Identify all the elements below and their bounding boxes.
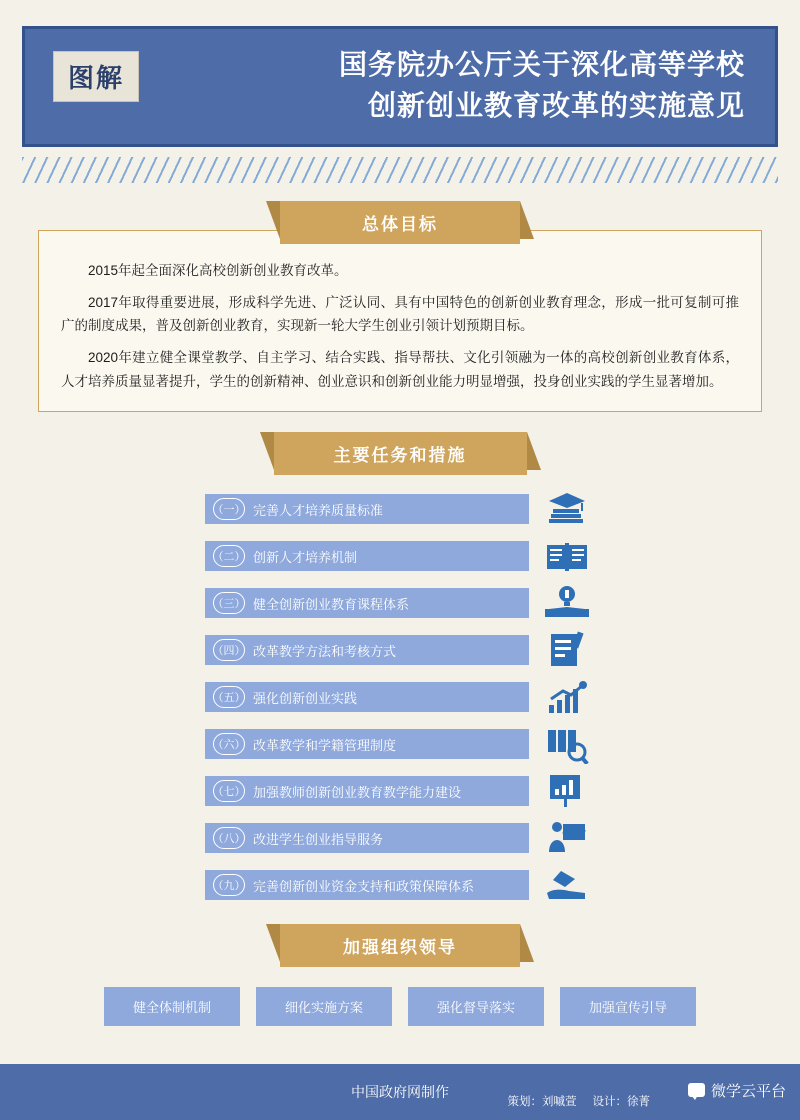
- task-number: （一）: [213, 498, 245, 520]
- task-number: （六）: [213, 733, 245, 755]
- open-book-icon: [539, 536, 595, 576]
- footer-planner: 策划：刘嘁萱: [507, 1096, 577, 1108]
- task-number: （五）: [213, 686, 245, 708]
- leadership-chip[interactable]: 细化实施方案: [256, 987, 392, 1026]
- task-bar[interactable]: [205, 729, 529, 759]
- task-row[interactable]: [205, 630, 595, 670]
- task-label: 创新人才培养机制: [253, 549, 358, 565]
- task-label: 改进学生创业指导服务: [253, 831, 384, 847]
- goal-paragraph: 2017年取得重要进展，形成科学先进、广泛认同、具有中国特色的创新创业教育理念，形成一批可复制可推广的制度成果，普及创新创业教育，实现新一轮大学生创业引领计划预期目标。: [61, 294, 739, 334]
- brand-name: 微学云平台: [710, 1082, 786, 1100]
- decorative-hatch-strip: [22, 157, 778, 183]
- task-row[interactable]: [205, 724, 595, 764]
- leadership-section-ribbon: 加强组织领导: [280, 924, 520, 967]
- task-label: 完善人才培养质量标准: [253, 502, 384, 518]
- task-list: [0, 489, 800, 912]
- footer-designer: 设计：徐菁: [592, 1096, 650, 1108]
- tasks-section-ribbon: 主要任务和措施: [274, 432, 527, 475]
- task-number: （二）: [213, 545, 245, 567]
- task-number: （七）: [213, 780, 245, 802]
- task-row[interactable]: [205, 677, 595, 717]
- footer-brand-block: [688, 1064, 786, 1120]
- task-row[interactable]: [205, 489, 595, 529]
- footer-credits: [508, 1093, 650, 1109]
- brand-label: [688, 1080, 786, 1101]
- growth-chart-icon: [539, 677, 595, 717]
- task-row[interactable]: [205, 536, 595, 576]
- checklist-pen-icon: [539, 630, 595, 670]
- task-number: （四）: [213, 639, 245, 661]
- page-title-line-1: 国务院办公厅关于深化高等学校: [338, 49, 745, 80]
- page-header: [22, 26, 778, 147]
- task-number: （九）: [213, 874, 245, 896]
- hand-money-icon: [539, 865, 595, 905]
- books-graduation-icon: [539, 489, 595, 529]
- task-row[interactable]: [205, 865, 595, 905]
- task-number: （八）: [213, 827, 245, 849]
- task-bar[interactable]: [205, 494, 529, 524]
- task-label: 改革教学和学籍管理制度: [253, 737, 397, 753]
- task-bar[interactable]: [205, 776, 529, 806]
- leadership-chip[interactable]: 健全体制机制: [104, 987, 240, 1026]
- wechat-icon: [688, 1083, 705, 1097]
- leadership-chip[interactable]: 加强宣传引导: [560, 987, 696, 1026]
- goal-section-ribbon: 总体目标: [280, 201, 520, 244]
- task-label: 完善创新创业资金支持和政策保障体系: [253, 878, 475, 894]
- header-badge: 图解: [53, 51, 139, 102]
- task-bar[interactable]: [205, 588, 529, 618]
- task-bar[interactable]: [205, 870, 529, 900]
- page-title: [155, 45, 761, 126]
- books-magnifier-icon: [539, 724, 595, 764]
- task-label: 改革教学方法和考核方式: [253, 643, 397, 659]
- teacher-pointer-icon: [539, 818, 595, 858]
- tasks-ribbon-wrap: [0, 432, 800, 475]
- task-bar[interactable]: [205, 823, 529, 853]
- task-number: （三）: [213, 592, 245, 614]
- footer-producer: 中国政府网制作: [351, 1084, 449, 1100]
- task-bar[interactable]: [205, 541, 529, 571]
- page-title-line-2: 创新创业教育改革的实施意见: [367, 89, 745, 121]
- task-row[interactable]: [205, 583, 595, 623]
- goal-paragraph: 2015年起全面深化高校创新创业教育改革。: [88, 263, 348, 279]
- goal-paragraph: 2020年建立健全课堂教学、自主学习、结合实践、指导帮扶、文化引领融为一体的高校创新创业教育体系，人才培养质量显著提升，学生的创新精神、创业意识和创新创业能力明显增强，投身创业实践的学生显著增加。: [61, 350, 739, 389]
- task-label: 加强教师创新创业教育教学能力建设: [253, 784, 462, 800]
- book-lightbulb-icon: [539, 583, 595, 623]
- task-row[interactable]: [205, 771, 595, 811]
- leadership-chip-list: [0, 987, 800, 1026]
- goal-box: [38, 230, 762, 412]
- leadership-chip[interactable]: 强化督导落实: [408, 987, 544, 1026]
- task-bar[interactable]: [205, 635, 529, 665]
- task-label: 强化创新创业实践: [253, 690, 358, 706]
- task-label: 健全创新创业教育课程体系: [253, 596, 410, 612]
- presentation-chart-icon: [539, 771, 595, 811]
- leadership-ribbon-wrap: [0, 924, 800, 967]
- page-footer: [0, 1064, 800, 1120]
- task-bar[interactable]: [205, 682, 529, 712]
- task-row[interactable]: [205, 818, 595, 858]
